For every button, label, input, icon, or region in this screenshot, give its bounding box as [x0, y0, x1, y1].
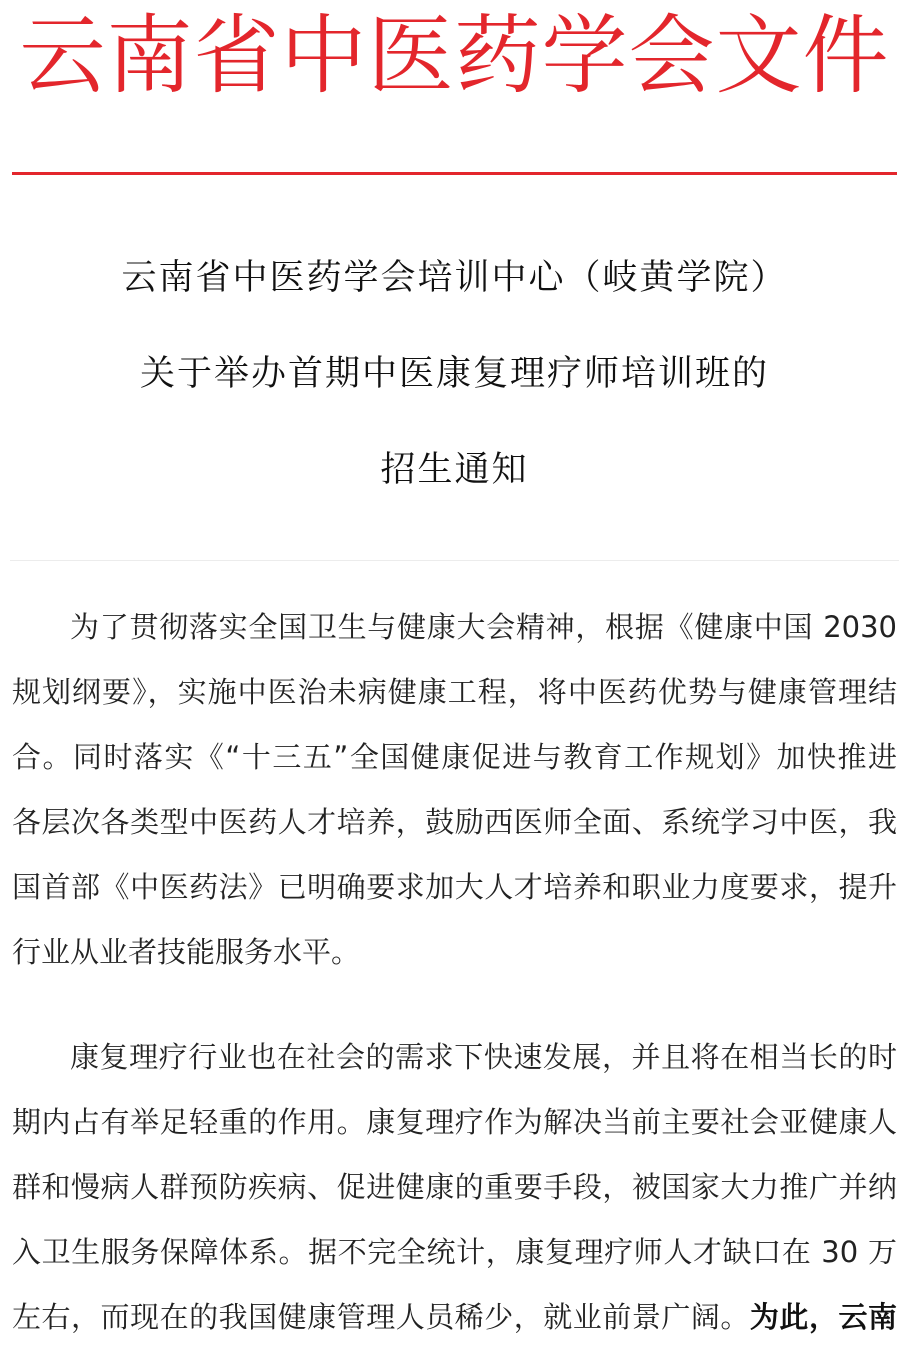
body-paragraph-2	[12, 1025, 897, 1350]
paragraph-2-line-4: 入卫生服务保障体系。据不完全统计，康复理疗师人才缺口在 30 万	[12, 1235, 897, 1269]
title-line-1: 云南省中医药学会培训中心（岐黄学院）	[121, 258, 788, 298]
title-line-2: 关于举办首期中医康复理疗师培训班的	[139, 354, 769, 394]
issuer-masthead: 云南省中医药学会文件	[19, 6, 890, 106]
paragraph-2-bold-text: 为此，云南	[749, 1300, 897, 1334]
paragraph-2-line-2: 期内占有举足轻重的作用。康复理疗作为解决当前主要社会亚健康人	[12, 1105, 897, 1139]
title-divider	[10, 560, 899, 561]
paragraph-1-line-1: 为了贯彻落实全国卫生与健康大会精神，根据《健康中国 2030	[70, 610, 897, 644]
body-paragraph-1	[12, 595, 897, 985]
paragraph-2-line-5	[12, 1285, 897, 1350]
paragraph-1-line-5: 国首部《中医药法》已明确要求加大人才培养和职业力度要求，提升	[12, 870, 897, 904]
paragraph-1-line-3: 合。同时落实《“十三五”全国健康促进与教育工作规划》加快推进	[12, 740, 897, 774]
paragraph-1-line-4: 各层次各类型中医药人才培养，鼓励西医师全面、系统学习中医，我	[12, 805, 897, 839]
paragraph-2-line-5-text: 左右，而现在的我国健康管理人员稀少，就业前景广阔。	[12, 1300, 750, 1334]
paragraph-1-line-6: 行业从业者技能服务水平。	[12, 935, 361, 969]
red-header-rule	[12, 172, 897, 175]
paragraph-2-line-3: 群和慢病人群预防疾病、促进健康的重要手段，被国家大力推广并纳	[12, 1170, 897, 1204]
paragraph-2-line-1: 康复理疗行业也在社会的需求下快速发展，并且将在相当长的时	[70, 1040, 897, 1074]
document-title	[0, 248, 909, 536]
paragraph-1-line-2: 规划纲要》，实施中医治未病健康工程，将中医药优势与健康管理结	[12, 675, 897, 709]
title-line-3: 招生通知	[380, 450, 529, 490]
